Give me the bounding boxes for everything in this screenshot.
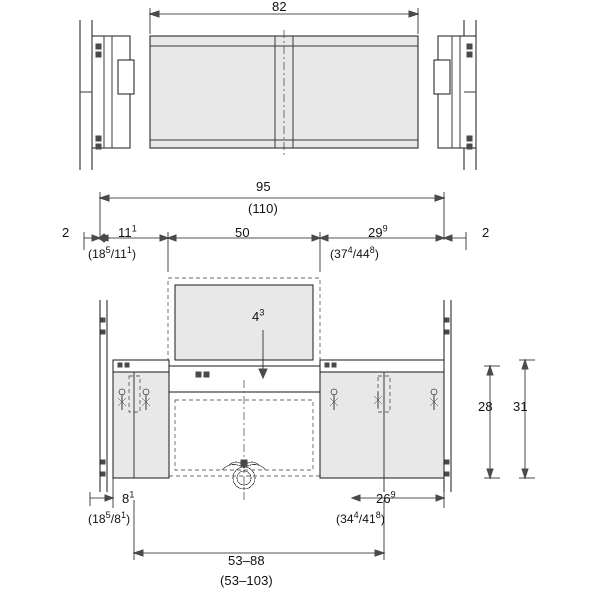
- label-bottom-right-alt: $(34^4/41^8)$: [336, 510, 385, 526]
- dim-segments-row: [84, 232, 466, 272]
- label-left-offset-alt: $(18^5/11^1)$: [88, 245, 137, 261]
- label-bottom-right: $26^9$: [376, 489, 396, 506]
- label-left-offset: $11^1$: [118, 223, 137, 240]
- label-bottom-left-alt: $(18^5/8^1)$: [88, 510, 131, 526]
- label-height-outer: 31: [513, 399, 528, 414]
- top-main-body: [150, 30, 418, 156]
- label-bottom-range-alt: (53–103): [220, 573, 273, 588]
- front-left-module: [113, 360, 169, 478]
- top-left-rail: [80, 20, 134, 170]
- dim-bottom-range: [134, 500, 384, 560]
- front-right-module: [320, 360, 444, 478]
- label-right-offset: $29^9$: [368, 223, 388, 240]
- label-right-offset-alt: $(37^4/44^8)$: [330, 245, 379, 261]
- label-bottom-range: 53–88: [228, 553, 265, 568]
- label-overall-width-alt: (110): [248, 201, 278, 216]
- label-top-width: 82: [272, 0, 287, 14]
- label-center-width: 50: [235, 225, 250, 240]
- front-cistern: [168, 278, 320, 500]
- label-left-edge-gap: 2: [62, 225, 70, 240]
- label-bottom-left: $8^1$: [122, 489, 135, 506]
- label-right-edge-gap: 2: [482, 225, 490, 240]
- dim-heights: [484, 360, 535, 478]
- label-height-inner: 28: [478, 399, 493, 414]
- label-overall-width: 95: [256, 179, 271, 194]
- top-right-rail: [434, 20, 476, 170]
- label-drop-depth: $4^3$: [252, 307, 265, 324]
